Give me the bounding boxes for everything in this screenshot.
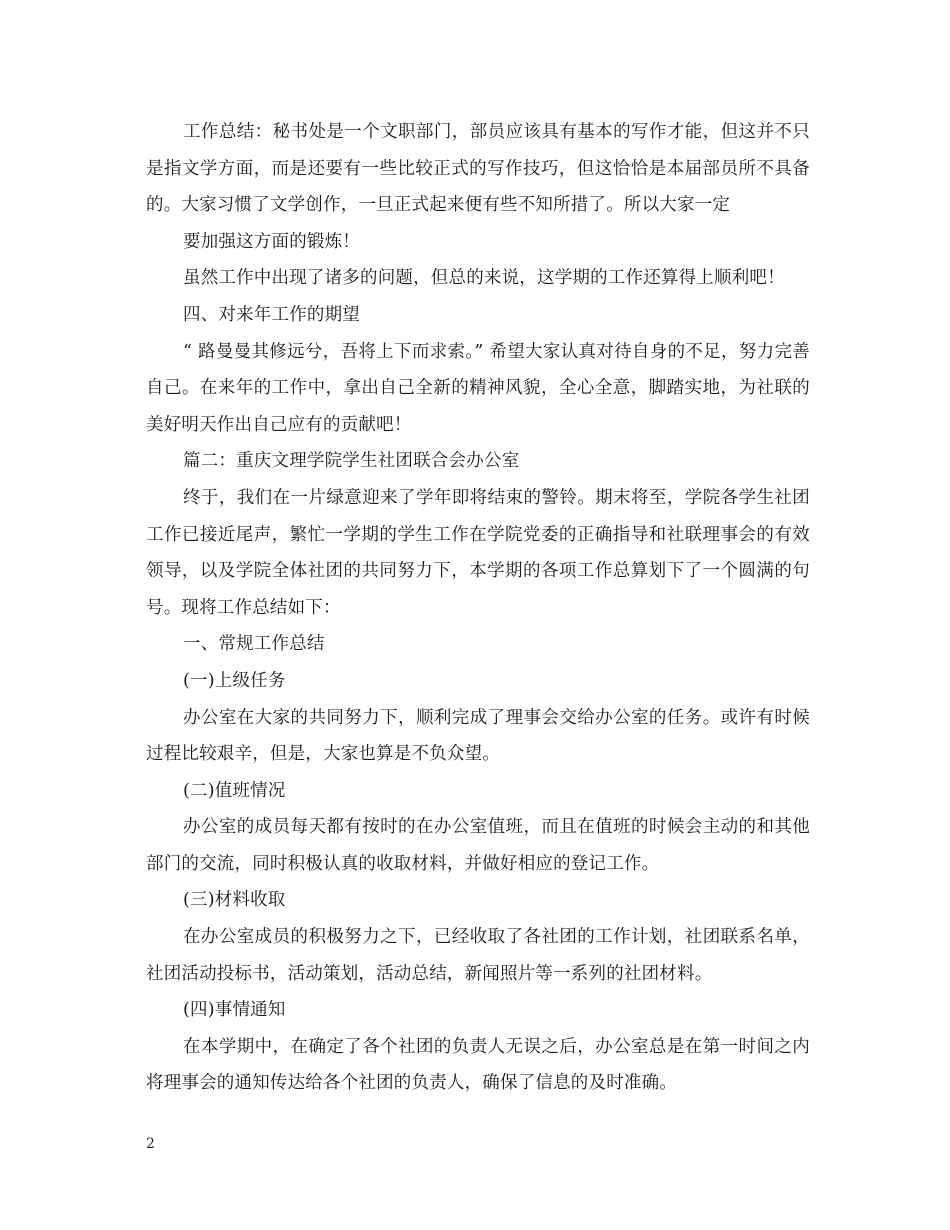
paragraph-notices: 在本学期中，在确定了各个社团的负责人无误之后，办公室总是在第一时间之内将理事会的通知传达给各个社团的负责人，确保了信息的及时准确。 [146, 1036, 810, 1094]
paragraph-quote: “ 路曼曼其修远兮，吾将上下而求索。” 希望大家认真对待自身的不足，努力完善自己。在来年的工作中，拿出自己全新的精神风貌，全心全意，脚踏实地，为社联的美好明天作出自己应有的贡献吧！ [146, 341, 810, 435]
document-body [146, 114, 810, 1102]
page-number: 2 [146, 1136, 155, 1152]
paragraph-tasks: 办公室在大家的共同努力下，顺利完成了理事会交给办公室的任务。或许有时候过程比较艰辛，但是，大家也算是不负众望。 [146, 707, 810, 765]
subheading-tasks: (一)上级任务 [183, 670, 286, 691]
paragraph-intro: 终于，我们在一片绿意迎来了学年即将结束的警铃。期末将至，学院各学生社团工作已接近尾声，繁忙一学期的学生工作在学院党委的正确指导和社联理事会的有效领导，以及学院全体社团的共同努力下，本学期的各项工作总算划下了一个圆满的句号。现将工作总结如下： [146, 487, 810, 618]
section-heading-expectations: 四、对来年工作的期望 [183, 304, 360, 325]
chapter-heading: 篇二：重庆文理学院学生社团联合会办公室 [183, 451, 520, 472]
paragraph-strengthen: 要加强这方面的锻炼！ [183, 231, 360, 252]
paragraph-materials: 在办公室成员的积极努力之下，已经收取了各社团的工作计划，社团联系名单，社团活动投标书，活动策划，活动总结，新闻照片等一系列的社团材料。 [146, 927, 810, 984]
paragraph-conclusion: 虽然工作中出现了诸多的问题，但总的来说，这学期的工作还算得上顺利吧！ [183, 268, 785, 289]
section-heading-routine: 一、常规工作总结 [183, 634, 325, 655]
paragraph-summary: 工作总结：秘书处是一个文职部门，部员应该具有基本的写作才能，但这并不只是指文学方面，而是还要有一些比较正式的写作技巧，但这恰恰是本届部员所不具备的。大家习惯了文学创作，一旦正式起来便有些不知所措了。所以大家一定 [146, 122, 810, 216]
subheading-duty: (二)值班情况 [183, 780, 286, 801]
paragraph-duty: 办公室的成员每天都有按时的在办公室值班，而且在值班的时候会主动的和其他部门的交流，同时积极认真的收取材料，并做好相应的登记工作。 [146, 817, 810, 874]
subheading-notices: (四)事情通知 [183, 1000, 286, 1021]
subheading-materials: (三)材料收取 [183, 890, 286, 911]
